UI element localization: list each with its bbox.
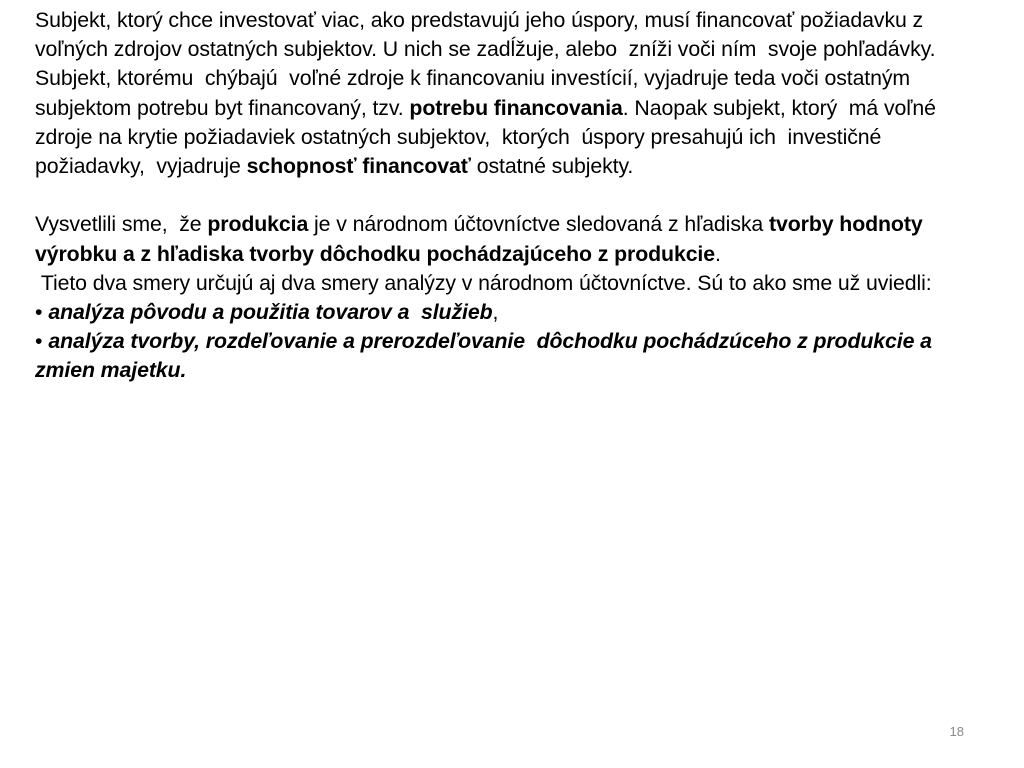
page-number: 18 <box>949 724 964 739</box>
bullet-text: analýza tvorby, rozdeľovanie a prerozdeľovanie dôchodku pochádzúceho z produkcie a zmien majetku. <box>35 329 938 383</box>
term-financing-capacity: schopnosť financovať <box>246 154 471 179</box>
paragraph-financing <box>35 6 995 181</box>
text-run: . Naopak subjekt, ktorý má voľné zdroje na krytie požiadaviek ostatných subjektov, ktorých úspory presahujú ich investičné požiadavky, vyjadruje <box>35 95 942 179</box>
paragraph-production <box>35 210 995 268</box>
bullet-text: analýza pôvodu a použitia tovarov a služieb <box>48 300 493 325</box>
paragraph-gap <box>35 181 995 210</box>
bullet-icon: • <box>35 300 43 325</box>
text-run: Vysvetlili sme, že <box>35 212 208 237</box>
slide-body <box>35 6 995 386</box>
term-value-and-income: tvorby hodnoty výrobku a z hľadiska tvorby dôchodku pochádzajúceho z produkcie <box>35 212 929 266</box>
term-financing-need: potrebu financovania <box>409 95 623 120</box>
bullet-item-income-distribution <box>35 327 995 385</box>
text-run: . <box>715 241 721 266</box>
bullet-trail: , <box>492 300 499 325</box>
term-production: produkcia <box>207 212 309 237</box>
bullet-icon: • <box>35 329 43 354</box>
bullet-item-origin-use <box>35 298 995 327</box>
text-run: ostatné subjekty. <box>470 154 634 179</box>
paragraph-analysis-directions: Tieto dva smery určujú aj dva smery analýzy v národnom účtovníctve. Sú to ako sme už uviedli: <box>35 270 932 295</box>
text-run: Subjekt, ktorý chce investovať viac, ako predstavujú jeho úspory, musí financovať požiadavku z voľných zdrojov ostatných subjektov. U nich se zadĺžuje, alebo zníži voči ním svoje pohľadávky. Subjekt, ktorému chýbajú voľné zdroje k financovaniu investícií, vyjadruje teda voči ostatným subjektom potrebu byt financovaný, tzv. <box>35 8 942 120</box>
text-run: je v národnom účtovníctve sledovaná z hľadiska <box>308 212 769 237</box>
